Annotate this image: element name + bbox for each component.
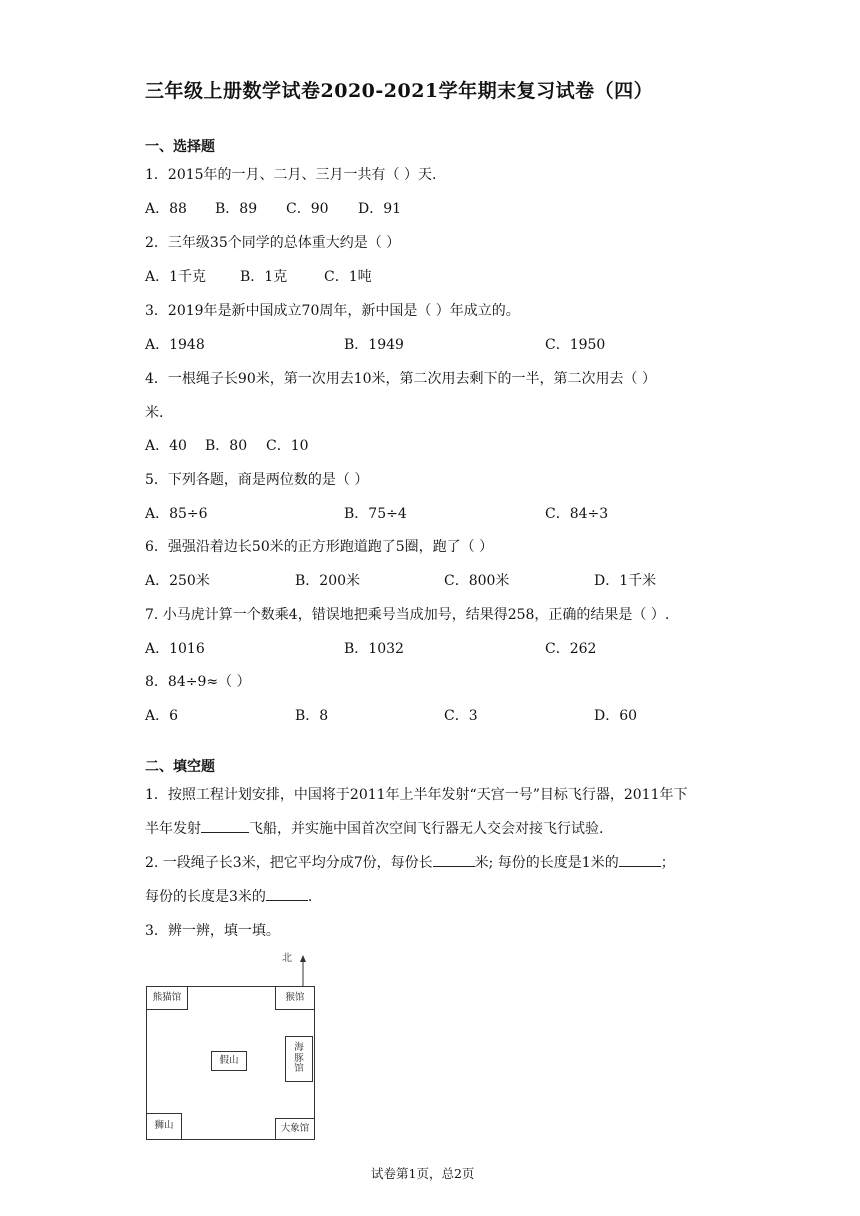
fill-question-1-line2 bbox=[145, 818, 603, 838]
page-footer: 试卷第1页，总2页 bbox=[371, 1166, 475, 1181]
q1-option-b: B．89 bbox=[215, 201, 258, 217]
question-7-text: 7. 小马虎计算一个数乘4，错误地把乘号当成加号，结果得258，正确的结果是（ ）. bbox=[145, 607, 670, 623]
q1-option-c: C．90 bbox=[286, 201, 329, 217]
map-label-rockery: 假山 bbox=[211, 1051, 247, 1071]
q3-option-c: C．1950 bbox=[545, 337, 606, 353]
q6-option-c: C．800米 bbox=[444, 573, 510, 589]
answer-blank[interactable] bbox=[619, 852, 661, 867]
fill-q2-text-c: ； bbox=[660, 855, 675, 871]
fill-question-3-text: 3．辨一辨，填一填。 bbox=[145, 923, 280, 939]
fill-question-2-line1 bbox=[145, 852, 675, 872]
question-5-text: 5．下列各题，商是两位数的是（ ） bbox=[145, 472, 369, 488]
dolphin-char-2: 豚 bbox=[294, 1052, 304, 1064]
q2-option-a: A．1千克 bbox=[145, 269, 207, 285]
section-heading-choice: 一、选择题 bbox=[145, 139, 215, 155]
q4-option-c: C．10 bbox=[266, 438, 309, 454]
map-label-monkey-hall: 猴馆 bbox=[275, 986, 315, 1010]
q5-option-b: B．75÷4 bbox=[344, 506, 407, 522]
q2-option-c: C．1吨 bbox=[324, 269, 372, 285]
question-4-text-line1: 4．一根绳子长90米，第一次用去10米，第二次用去剩下的一半，第二次用去（ ） bbox=[145, 371, 656, 387]
map-label-lion-hill: 狮山 bbox=[146, 1113, 182, 1140]
fill-q2-text-e: . bbox=[307, 889, 313, 905]
question-3-text: 3．2019年是新中国成立70周年，新中国是（ ）年成立的。 bbox=[145, 303, 520, 319]
q7-option-c: C．262 bbox=[545, 641, 597, 657]
q4-option-a: A．40 bbox=[145, 438, 187, 454]
q5-option-a: A．85÷6 bbox=[145, 506, 208, 522]
north-arrow-icon bbox=[298, 955, 308, 989]
fill-question-1-line1: 1．按照工程计划安排，中国将于2011年上半年发射“天宫一号”目标飞行器，2011年下 bbox=[145, 787, 688, 803]
q2-option-b: B．1克 bbox=[240, 269, 288, 285]
q8-option-a: A．6 bbox=[145, 708, 179, 724]
answer-blank[interactable] bbox=[266, 886, 308, 901]
fill-q2-text-a: 2. 一段绳子长3米，把它平均分成7份，每份长 bbox=[145, 855, 433, 871]
q6-option-b: B．200米 bbox=[295, 573, 361, 589]
q5-option-c: C．84÷3 bbox=[545, 506, 609, 522]
question-4-text-line2: 米. bbox=[145, 405, 164, 421]
fill-q2-text-b: 米; 每份的长度是1米的 bbox=[474, 855, 619, 871]
map-label-dolphin-hall bbox=[285, 1036, 313, 1082]
answer-blank[interactable] bbox=[201, 818, 249, 833]
north-label: 北 bbox=[282, 953, 292, 964]
map-label-panda-hall: 熊猫馆 bbox=[146, 986, 188, 1010]
q4-option-b: B．80 bbox=[205, 438, 248, 454]
q7-option-b: B．1032 bbox=[344, 641, 404, 657]
fill-question-2-line2 bbox=[145, 886, 312, 906]
q8-option-d: D．60 bbox=[594, 708, 638, 724]
map-label-elephant-hall: 大象馆 bbox=[275, 1118, 315, 1140]
q1-option-a: A．88 bbox=[145, 201, 187, 217]
question-2-text: 2．三年级35个同学的总体重大约是（ ） bbox=[145, 235, 401, 251]
section-heading-fill-blank: 二、填空题 bbox=[145, 759, 215, 775]
q1-option-d: D．91 bbox=[358, 201, 402, 217]
q8-option-b: B．8 bbox=[295, 708, 329, 724]
q6-option-a: A．250米 bbox=[145, 573, 210, 589]
zoo-map bbox=[140, 945, 330, 1145]
question-6-text: 6．强强沿着边长50米的正方形跑道跑了5圈，跑了（ ） bbox=[145, 539, 494, 555]
answer-blank[interactable] bbox=[433, 852, 475, 867]
q6-option-d: D．1千米 bbox=[594, 573, 657, 589]
q8-option-c: C．3 bbox=[444, 708, 478, 724]
question-1-text: 1．2015年的一月、二月、三月一共有（ ）天. bbox=[145, 167, 437, 183]
dolphin-char-1: 海 bbox=[294, 1041, 304, 1053]
page-title: 三年级上册数学试卷2020-2021学年期末复习试卷（四） bbox=[145, 80, 654, 102]
q7-option-a: A．1016 bbox=[145, 641, 205, 657]
q3-option-b: B．1949 bbox=[344, 337, 404, 353]
question-8-text: 8．84÷9≈（ ） bbox=[145, 674, 251, 690]
fill-q1-text-a: 半年发射 bbox=[145, 821, 201, 837]
q3-option-a: A．1948 bbox=[145, 337, 205, 353]
fill-q2-text-d: 每份的长度是3米的 bbox=[145, 889, 266, 905]
dolphin-char-3: 馆 bbox=[294, 1063, 304, 1075]
fill-q1-text-b: 飞船，并实施中国首次空间飞行器无人交会对接飞行试验. bbox=[249, 821, 604, 837]
